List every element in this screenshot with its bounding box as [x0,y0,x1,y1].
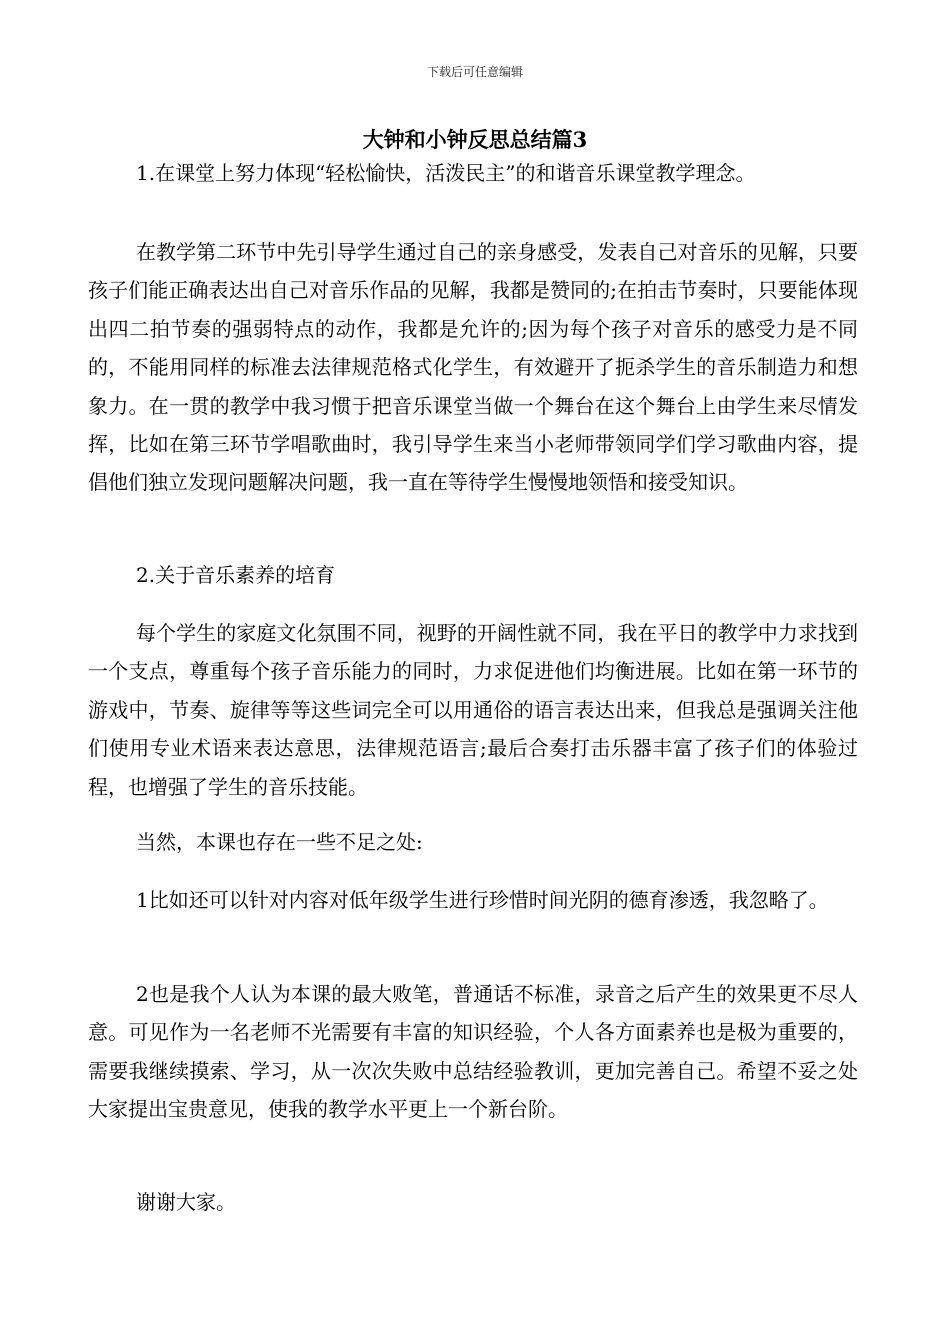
page-header: 下载后可任意编辑 [426,65,523,79]
paragraph-3: 2.关于音乐素养的培育 [136,563,336,587]
paragraph-5: 当然，本课也存在一些不足之处: [136,830,423,854]
paragraph-7: 2也是我个人认为本课的最大败笔，普通话不标准，录音之后产生的效果更不尽人意。可见作为一名老师不光需要有丰富的知识经验，个人各方面素养也是极为重要的，需要我继续摸索、学习，从一次次失败中总结经验教训，更加完善自己。希望不妥之处大家提出宝贵意见，使我的教学水平更上一个新台阶。 [88,982,858,1122]
paragraph-4: 每个学生的家庭文化氛围不同，视野的开阔性就不同，我在平日的教学中力求找到一个支点，尊重每个孩子音乐能力的同时，力求促进他们均衡进展。比如在第一环节的游戏中，节奏、旋律等等这些词完全可以用通俗的语言表达出来，但我总是强调关注他们使用专业术语来表达意思，法律规范语言;最后合奏打击乐器丰富了孩子们的体验过程，也增强了学生的音乐技能。 [88,621,858,799]
paragraph-2: 在教学第二环节中先引导学生通过自己的亲身感受，发表自己对音乐的见解，只要孩子们能正确表达出自己对音乐作品的见解，我都是赞同的;在拍击节奏时，只要能体现出四二拍节奏的强弱特点的动作，我都是允许的;因为每个孩子对音乐的感受力是不同的，不能用同样的标准去法律规范格式化学生，有效避开了扼杀学生的音乐制造力和想象力。在一贯的教学中我习惯于把音乐课堂当做一个舞台在这个舞台上由学生来尽情发挥，比如在第三环节学唱歌曲时，我引导学生来当小老师带领同学们学习歌曲内容，提倡他们独立发现问题解决问题，我一直在等待学生慢慢地领悟和接受知识。 [88,240,858,495]
paragraph-8: 谢谢大家。 [136,1190,236,1214]
paragraph-6: 1比如还可以针对内容对低年级学生进行珍惜时间光阴的德育渗透，我忽略了。 [136,888,829,912]
document-title: 大钟和小钟反思总结篇3 [362,127,588,152]
paragraph-1: 1.在课堂上努力体现“轻松愉快，活泼民主”的和谐音乐课堂教学理念。 [136,161,756,185]
